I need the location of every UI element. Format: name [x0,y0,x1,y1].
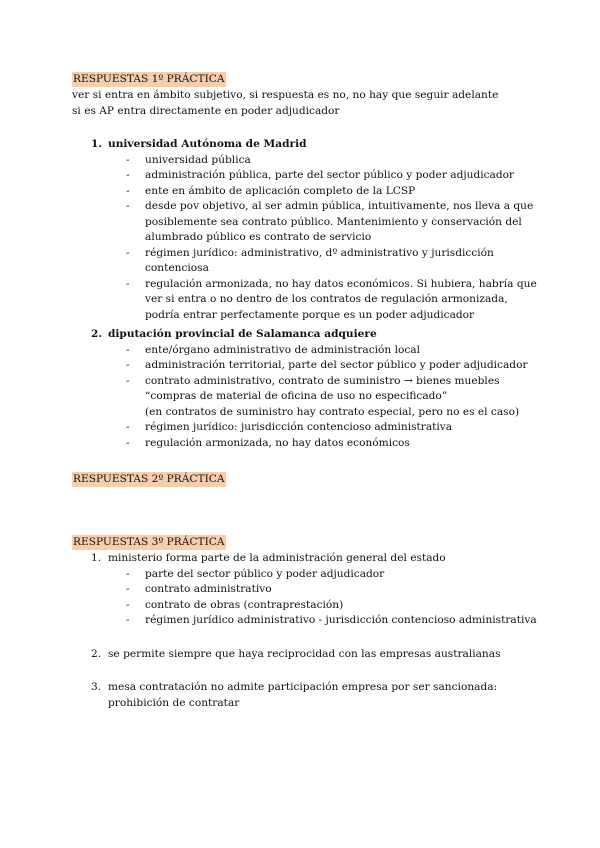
item-text: mesa contratación no admite participación empresa por ser sancionada: prohibición de contratar [108,681,498,709]
heading-text: RESPUESTAS 3º PRÁCTICA [73,536,225,548]
list-item-text: regulación armonizada, no hay datos económicos [145,436,410,449]
list-item-text: contrato administrativo, contrato de suministro → bienes muebles “compras de material de oficina de uso no especificado” [145,374,500,402]
intro-line: si es AP entra directamente en poder adjudicador [72,104,340,117]
list-item-text: régimen jurídico: administrativo, dº administrativo y jurisdicción contenciosa [145,246,494,274]
item-title: diputación provincial de Salamanca adquiere [108,328,377,340]
heading-practica-3 [72,535,226,550]
item-text-block [91,647,541,663]
practica-1-item-2 [91,327,541,451]
dash-marker: - [126,436,130,449]
dash-marker: - [126,184,130,197]
item-heading [91,137,541,153]
bullet-list [91,153,541,324]
practica-3-item-3 [91,680,541,711]
list-item [91,277,541,324]
practica-3-item-2 [91,647,541,663]
bullet-list [91,567,541,629]
list-item [91,374,541,421]
dash-marker: - [126,567,130,580]
list-item-text: ente en ámbito de aplicación completo de la LCSP [145,184,416,197]
item-number: 3. [91,681,102,693]
item-title: ministerio forma parte de la administración general del estado [108,552,446,564]
bullet-list [91,343,541,452]
list-item-text: desde pov objetivo, al ser admin pública, intuitivamente, nos lleva a que posiblemente sea contrato público. Mantenimiento y conservación del alumbrado público es contrato de servicio [145,200,534,243]
item-title: universidad Autónoma de Madrid [108,138,307,150]
item-number: 1. [91,552,102,564]
list-item [91,184,541,200]
list-item [91,153,541,169]
list-item [91,598,541,614]
item-heading [91,551,541,567]
dash-marker: - [126,200,130,212]
list-item [91,420,541,436]
dash-marker: - [126,421,130,433]
intro-paragraph [72,88,542,119]
list-item [91,436,541,452]
list-item [91,567,541,583]
item-text-block [91,680,541,711]
dash-marker: - [126,583,130,595]
list-item-text: parte del sector público y poder adjudicador [145,567,385,580]
dash-marker: - [126,598,130,611]
list-item-text: administración pública, parte del sector público y poder adjudicador [145,169,515,181]
list-item-text: universidad pública [145,153,251,166]
dash-marker: - [126,169,130,181]
list-item-text: régimen jurídico administrativo - jurisdicción contencioso administrativa [145,614,537,626]
heading-text: RESPUESTAS 1º PRÁCTICA [73,73,225,85]
heading-practica-1 [72,72,226,87]
list-item-text: administración territorial, parte del sector público y poder adjudicador [145,359,528,371]
dash-marker: - [126,343,130,356]
list-item [91,246,541,277]
heading-practica-2 [72,472,226,487]
item-text: se permite siempre que haya reciprocidad con las empresas australianas [108,648,501,660]
list-item [91,613,541,629]
dash-marker: - [126,277,130,290]
list-item-text: régimen jurídico: jurisdicción contencioso administrativa [145,421,453,433]
item-number: 2. [91,328,103,340]
item-number: 1. [91,138,103,150]
dash-marker: - [126,374,130,387]
list-item-text: contrato de obras (contraprestación) [145,598,344,611]
list-item [91,358,541,374]
list-item-text: regulación armonizada, no hay datos económicos. Si hubiera, habría que ver si entra o no dentro de los contratos de regulación armonizada, podría entrar perfectamente porque es un poder adjudicador [145,277,537,321]
dash-marker: - [126,246,130,259]
practica-1-item-1 [91,137,541,323]
heading-text: RESPUESTAS 2º PRÁCTICA [73,473,225,485]
list-item-text: contrato administrativo [145,583,272,595]
dash-marker: - [126,153,130,166]
list-item-text: ente/órgano administrativo de administración local [145,343,421,356]
list-item-note: (en contratos de suministro hay contrato especial, pero no es el caso) [145,405,520,418]
dash-marker: - [126,359,130,371]
dash-marker: - [126,614,130,626]
list-item [91,199,541,246]
list-item [91,343,541,359]
intro-line: ver si entra en ámbito subjetivo, si respuesta es no, no hay que seguir adelante [72,89,499,101]
item-heading [91,327,541,343]
practica-3-item-1 [91,551,541,629]
item-number: 2. [91,648,102,660]
list-item [91,168,541,184]
list-item [91,582,541,598]
